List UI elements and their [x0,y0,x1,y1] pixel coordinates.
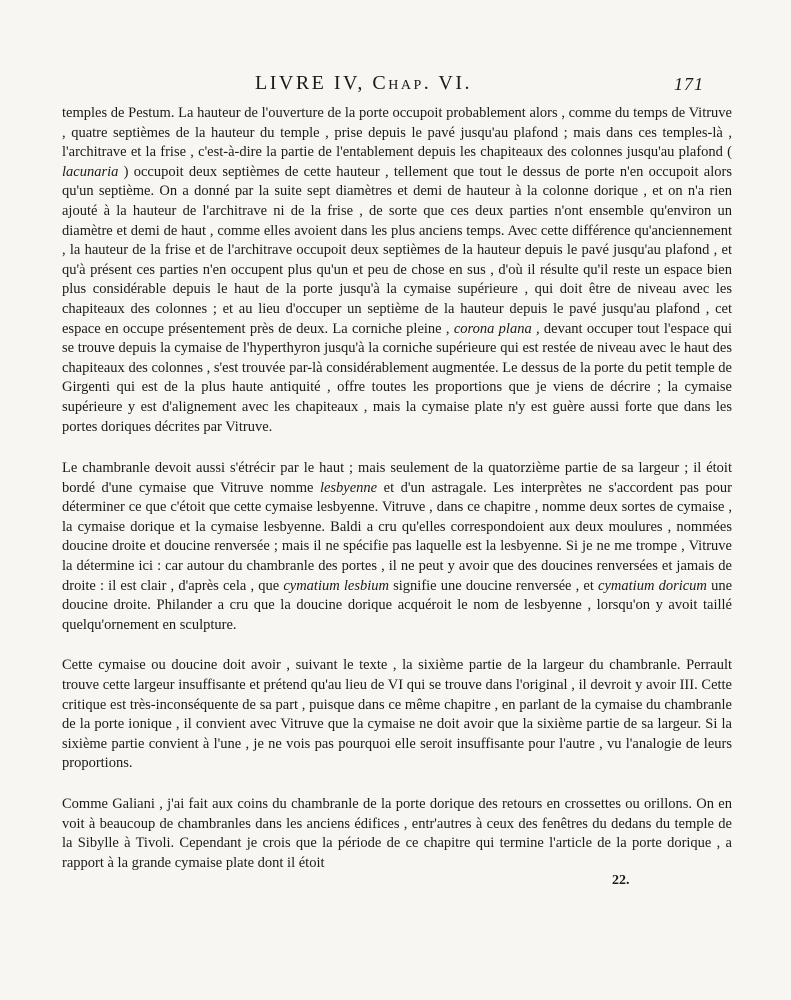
catchword: 22. [612,873,630,888]
body-text [62,104,732,894]
italic-term: cymatium doricum [598,577,707,594]
paragraph-4 [62,795,732,873]
italic-term: corona plana , [453,320,540,337]
italic-term: cymatium lesbium [283,577,389,594]
paragraph-1 [62,104,732,437]
paragraph-text: Cette cymaise ou doucine doit avoir , suivant le texte , la sixième partie de la largeur du chambranle. Perrault trouve cette largeur insuffisante et prétend qu'au lieu de VI qui se trouve dans l'original , il devroit y avoir III. Cette critique est très-inconséquente de sa part , puisque dans ce même chapitre , en parlant de la cymaise du chambranle de la porte ionique , il convient avec Vitruve que la cymaise ne doit avoir que la sixième partie de sa largeur. Si la sixième partie convient à l'une , je ne vois pas pourquoi elle seroit insuffisante pour l'autre , vu l'analogie de leurs proportions. [62,657,732,772]
paragraph-text: Le chambranle devoit aussi s'étrécir par le haut ; mais seulement de la quatorzième partie de sa largeur ; il étoit bordé d'une cymaise que Vitruve nomme [62,460,732,496]
paragraph-text: temples de Pestum. La hauteur de l'ouverture de la porte occupoit probablement alors , comme du temps de Vitruve , quatre septièmes de la hauteur du temple , prise depuis le pavé jusqu'au plafond ; mais dans ces temples-là , l'architrave et la frise , c'est-à-dire la partie de l'entablement depuis les chapiteaux des colonnes jusqu'au plafond ( [62,105,732,161]
paragraph-text: une doucine droite. Philander a cru que la doucine dorique acquéroit le nom de lesbyenne , lorsqu'on y avoit taillé quelqu'ornement en sculpture. [62,577,732,633]
paragraph-2 [62,459,732,635]
italic-term: lacunaria [62,163,119,180]
paragraph-text: devant occuper tout l'espace qui se trouve depuis la cymaise de l'hyperthyron jusqu'à la corniche supérieure qui est restée de niveau avec le haut des chapiteaux des colonnes , s'est trouvée par-là considérablement augmentée. Le dessus de la porte du petit temple de Girgenti qui est de la plus haute antiquité , offre toutes les proportions que je viens de décrire ; la cymaise supérieure y est d'alignement avec les chapiteaux , mais la cymaise plate n'y est guère aussi forte que dans les portes doriques décrites par Vitruve. [62,320,732,435]
paragraph-text: Comme Galiani , j'ai fait aux coins du chambranle de la porte dorique des retours en crossettes ou orillons. On en voit à beaucoup de chambranles dans les anciens édifices , entr'autres à ceux des fenêtres du dedans du temple de la Sibylle à Tivoli. Cependant je crois que la période de ce chapitre qui termine l'article de la porte dorique , a rapport à la grande cymaise plate dont il étoit [62,796,732,871]
paragraph-text: et d'un astragale. Les interprètes ne s'accordent pas pour déterminer ce que c'étoit que cette cymaise lesbyenne. Vitruve , dans ce chapitre , nomme deux sortes de cymaise , la cymaise dorique et la cymaise lesbyenne. Baldi a cru qu'elles correspondoient aux deux moulures , nommées doucine droite et doucine renversée ; mais il ne spécifie pas laquelle est la lesbyenne. Si je ne me trompe , Vitruve la détermine ici : car autour du chambranle des portes , il ne peut y avoir que des doucines renversées et jamais de droite : il est clair , d'après cela , que [62,479,732,594]
paragraph-text: signifie une doucine renversée , et [388,577,599,594]
running-title: LIVRE IV, Chap. VI. [255,72,472,94]
page-number: 171 [674,74,704,94]
paragraph-3 [62,656,732,774]
paragraph-text: ) occupoit deux septièmes de cette hauteur , tellement que tout le dessus de porte n'en occupoit alors qu'un septième. On a donné par la suite sept diamètres et demi de hauteur à la colonne dorique , et on n'a rien ajouté à la hauteur de l'architrave ni de la frise , de sorte que ces deux parties n'ont ensemble qu'environ un diamètre et demi de haut , comme elles avoient dans les plus anciens temps. Avec cette différence qu'anciennement , la hauteur de la frise et de l'architrave occupoit deux septièmes de la hauteur depuis le pavé jusqu'au plafond , et qu'à présent ces parties n'en occupent plus qu'un et peu de chose en sus , d'où il résulte qu'il reste un espace bien plus considérable depuis le haut de la porte jusqu'à la cymaise supérieure , qui doit être de niveau avec les chapiteaux des colonnes ; et au lieu d'occuper un septième de la hauteur depuis le pavé jusqu'au plafond , cet espace en occupe présentement près de deux. La corniche pleine , [62,163,732,337]
italic-term: lesbyenne [319,479,378,496]
running-head [0,72,791,98]
